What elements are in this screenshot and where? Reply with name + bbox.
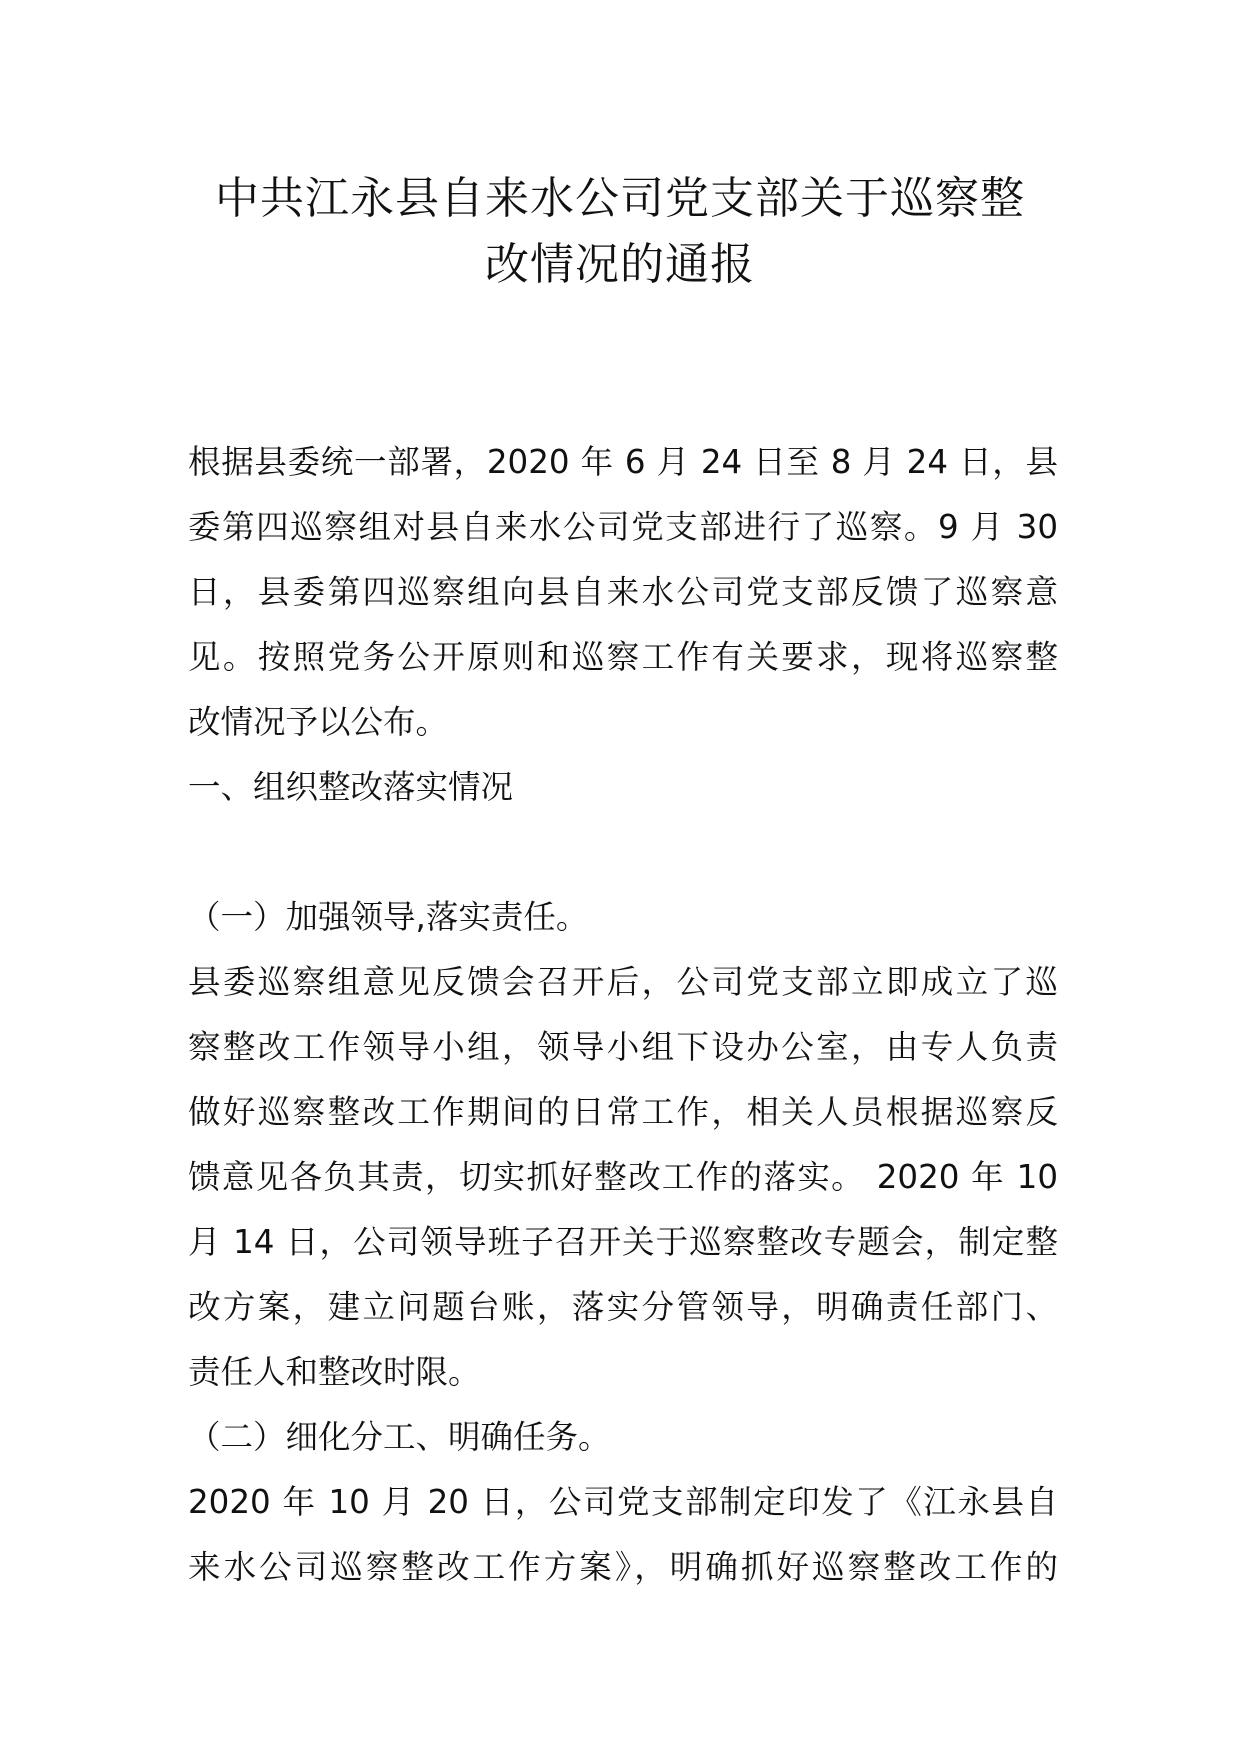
document-body: [188, 430, 1058, 1600]
text-line: 日，县委第四巡察组向县自来水公司党支部反馈了巡察意: [188, 573, 1058, 611]
title-line-1: 中共江永县自来水公司党支部关于巡察整: [215, 173, 1025, 224]
subsection-heading-2: （二）细化分工、明确任务。: [188, 1418, 611, 1456]
text-line: 来水公司巡察整改工作方案》，明确抓好巡察整改工作的: [188, 1548, 1058, 1586]
text-line: 月 14 日，公司领导班子召开关于巡察整改专题会，制定整: [188, 1223, 1058, 1261]
text-line: 委第四巡察组对县自来水公司党支部进行了巡察。9 月 30: [188, 508, 1058, 546]
text-line: 见。按照党务公开原则和巡察工作有关要求，现将巡察整: [188, 638, 1058, 676]
title-line-2: 改情况的通报: [485, 239, 755, 290]
paragraph-leadership: [188, 950, 1058, 1405]
text-line: 县委巡察组意见反馈会召开后，公司党支部立即成立了巡: [188, 963, 1058, 1001]
blank-line: [188, 820, 1058, 885]
text-line: 责任人和整改时限。: [188, 1353, 481, 1391]
subsection-heading-1: （一）加强领导,落实责任。: [188, 898, 589, 936]
section-heading-1: 一、组织整改落实情况: [188, 768, 514, 806]
text-line: 馈意见各负其责，切实抓好整改工作的落实。 2020 年 10: [188, 1158, 1058, 1196]
paragraph-intro: [188, 430, 1058, 755]
text-line: 改情况予以公布。: [188, 703, 449, 741]
paragraph-tasks: [188, 1470, 1058, 1600]
document-title: [160, 166, 1080, 298]
text-line: 2020 年 10 月 20 日，公司党支部制定印发了《江永县自: [188, 1483, 1058, 1521]
text-line: 改方案，建立问题台账，落实分管领导，明确责任部门、: [188, 1288, 1058, 1326]
text-line: 根据县委统一部署，2020 年 6 月 24 日至 8 月 24 日，县: [188, 443, 1058, 481]
text-line: 做好巡察整改工作期间的日常工作，相关人员根据巡察反: [188, 1093, 1058, 1131]
text-line: 察整改工作领导小组，领导小组下设办公室，由专人负责: [188, 1028, 1058, 1066]
